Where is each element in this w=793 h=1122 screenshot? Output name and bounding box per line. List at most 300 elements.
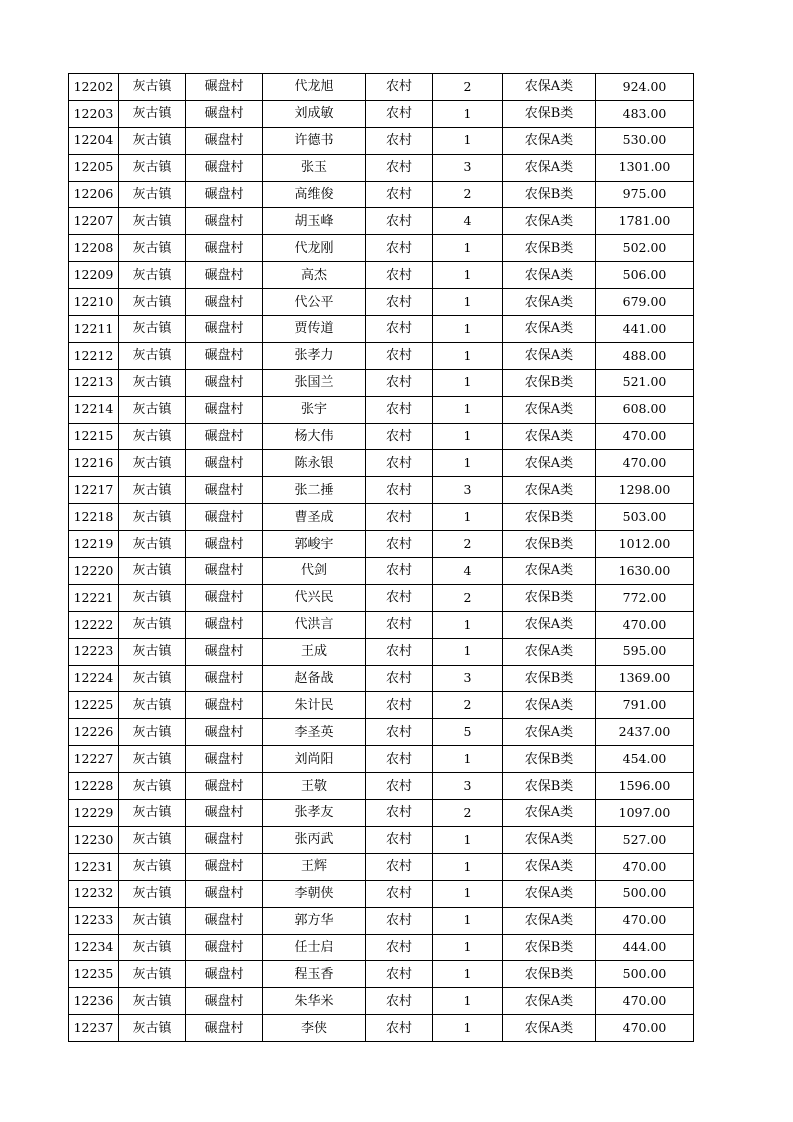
amount-cell: 1097.00 bbox=[596, 800, 694, 827]
record-id-cell: 12207 bbox=[69, 208, 119, 235]
table-row bbox=[69, 800, 694, 827]
insurance-category-cell: 农保B类 bbox=[503, 369, 596, 396]
amount-cell: 488.00 bbox=[596, 342, 694, 369]
town-cell: 灰古镇 bbox=[119, 934, 186, 961]
person-count-cell: 1 bbox=[433, 907, 503, 934]
village-cell: 碾盘村 bbox=[186, 235, 263, 262]
record-id-cell: 12212 bbox=[69, 342, 119, 369]
amount-cell: 470.00 bbox=[596, 988, 694, 1015]
amount-cell: 1301.00 bbox=[596, 154, 694, 181]
insurance-category-cell: 农保A类 bbox=[503, 477, 596, 504]
record-id-cell: 12213 bbox=[69, 369, 119, 396]
roster-table bbox=[68, 73, 694, 1042]
town-cell: 灰古镇 bbox=[119, 961, 186, 988]
record-id-cell: 12209 bbox=[69, 262, 119, 289]
person-count-cell: 1 bbox=[433, 638, 503, 665]
household-type-cell: 农村 bbox=[366, 316, 433, 343]
table-row bbox=[69, 880, 694, 907]
record-id-cell: 12233 bbox=[69, 907, 119, 934]
household-type-cell: 农村 bbox=[366, 450, 433, 477]
name-cell: 朱计民 bbox=[263, 692, 366, 719]
name-cell: 刘成敏 bbox=[263, 100, 366, 127]
insurance-category-cell: 农保B类 bbox=[503, 531, 596, 558]
amount-cell: 502.00 bbox=[596, 235, 694, 262]
town-cell: 灰古镇 bbox=[119, 235, 186, 262]
record-id-cell: 12226 bbox=[69, 719, 119, 746]
village-cell: 碾盘村 bbox=[186, 934, 263, 961]
record-id-cell: 12204 bbox=[69, 127, 119, 154]
household-type-cell: 农村 bbox=[366, 826, 433, 853]
town-cell: 灰古镇 bbox=[119, 127, 186, 154]
name-cell: 代龙旭 bbox=[263, 74, 366, 101]
name-cell: 李圣英 bbox=[263, 719, 366, 746]
town-cell: 灰古镇 bbox=[119, 181, 186, 208]
name-cell: 张宇 bbox=[263, 396, 366, 423]
insurance-category-cell: 农保A类 bbox=[503, 423, 596, 450]
village-cell: 碾盘村 bbox=[186, 477, 263, 504]
table-row bbox=[69, 1015, 694, 1042]
person-count-cell: 1 bbox=[433, 1015, 503, 1042]
town-cell: 灰古镇 bbox=[119, 342, 186, 369]
town-cell: 灰古镇 bbox=[119, 450, 186, 477]
village-cell: 碾盘村 bbox=[186, 746, 263, 773]
village-cell: 碾盘村 bbox=[186, 342, 263, 369]
town-cell: 灰古镇 bbox=[119, 208, 186, 235]
person-count-cell: 1 bbox=[433, 235, 503, 262]
person-count-cell: 1 bbox=[433, 316, 503, 343]
table-row bbox=[69, 988, 694, 1015]
household-type-cell: 农村 bbox=[366, 235, 433, 262]
village-cell: 碾盘村 bbox=[186, 611, 263, 638]
record-id-cell: 12232 bbox=[69, 880, 119, 907]
person-count-cell: 1 bbox=[433, 450, 503, 477]
amount-cell: 470.00 bbox=[596, 853, 694, 880]
table-row bbox=[69, 746, 694, 773]
town-cell: 灰古镇 bbox=[119, 289, 186, 316]
town-cell: 灰古镇 bbox=[119, 477, 186, 504]
village-cell: 碾盘村 bbox=[186, 289, 263, 316]
household-type-cell: 农村 bbox=[366, 961, 433, 988]
table-row bbox=[69, 558, 694, 585]
insurance-category-cell: 农保B类 bbox=[503, 773, 596, 800]
village-cell: 碾盘村 bbox=[186, 504, 263, 531]
record-id-cell: 12206 bbox=[69, 181, 119, 208]
table-row bbox=[69, 773, 694, 800]
village-cell: 碾盘村 bbox=[186, 74, 263, 101]
record-id-cell: 12218 bbox=[69, 504, 119, 531]
household-type-cell: 农村 bbox=[366, 558, 433, 585]
town-cell: 灰古镇 bbox=[119, 826, 186, 853]
amount-cell: 470.00 bbox=[596, 611, 694, 638]
record-id-cell: 12203 bbox=[69, 100, 119, 127]
town-cell: 灰古镇 bbox=[119, 611, 186, 638]
household-type-cell: 农村 bbox=[366, 154, 433, 181]
table-row bbox=[69, 396, 694, 423]
person-count-cell: 2 bbox=[433, 181, 503, 208]
insurance-category-cell: 农保A类 bbox=[503, 719, 596, 746]
person-count-cell: 2 bbox=[433, 692, 503, 719]
record-id-cell: 12220 bbox=[69, 558, 119, 585]
town-cell: 灰古镇 bbox=[119, 638, 186, 665]
household-type-cell: 农村 bbox=[366, 74, 433, 101]
record-id-cell: 12219 bbox=[69, 531, 119, 558]
amount-cell: 975.00 bbox=[596, 181, 694, 208]
amount-cell: 470.00 bbox=[596, 423, 694, 450]
table-row bbox=[69, 826, 694, 853]
name-cell: 张国兰 bbox=[263, 369, 366, 396]
record-id-cell: 12231 bbox=[69, 853, 119, 880]
amount-cell: 1012.00 bbox=[596, 531, 694, 558]
village-cell: 碾盘村 bbox=[186, 531, 263, 558]
household-type-cell: 农村 bbox=[366, 100, 433, 127]
town-cell: 灰古镇 bbox=[119, 773, 186, 800]
name-cell: 李侠 bbox=[263, 1015, 366, 1042]
town-cell: 灰古镇 bbox=[119, 880, 186, 907]
village-cell: 碾盘村 bbox=[186, 853, 263, 880]
name-cell: 代龙刚 bbox=[263, 235, 366, 262]
village-cell: 碾盘村 bbox=[186, 100, 263, 127]
insurance-category-cell: 农保A类 bbox=[503, 1015, 596, 1042]
town-cell: 灰古镇 bbox=[119, 988, 186, 1015]
person-count-cell: 1 bbox=[433, 853, 503, 880]
name-cell: 刘尚阳 bbox=[263, 746, 366, 773]
household-type-cell: 农村 bbox=[366, 1015, 433, 1042]
insurance-category-cell: 农保B类 bbox=[503, 584, 596, 611]
person-count-cell: 1 bbox=[433, 880, 503, 907]
household-type-cell: 农村 bbox=[366, 369, 433, 396]
table-row bbox=[69, 74, 694, 101]
person-count-cell: 5 bbox=[433, 719, 503, 746]
household-type-cell: 农村 bbox=[366, 504, 433, 531]
record-id-cell: 12225 bbox=[69, 692, 119, 719]
insurance-category-cell: 农保A类 bbox=[503, 692, 596, 719]
name-cell: 王辉 bbox=[263, 853, 366, 880]
person-count-cell: 4 bbox=[433, 208, 503, 235]
village-cell: 碾盘村 bbox=[186, 988, 263, 1015]
household-type-cell: 农村 bbox=[366, 773, 433, 800]
table-row bbox=[69, 719, 694, 746]
name-cell: 高杰 bbox=[263, 262, 366, 289]
village-cell: 碾盘村 bbox=[186, 423, 263, 450]
name-cell: 代公平 bbox=[263, 289, 366, 316]
household-type-cell: 农村 bbox=[366, 531, 433, 558]
amount-cell: 772.00 bbox=[596, 584, 694, 611]
record-id-cell: 12230 bbox=[69, 826, 119, 853]
amount-cell: 791.00 bbox=[596, 692, 694, 719]
table-row bbox=[69, 611, 694, 638]
amount-cell: 470.00 bbox=[596, 450, 694, 477]
table-row bbox=[69, 531, 694, 558]
village-cell: 碾盘村 bbox=[186, 773, 263, 800]
amount-cell: 521.00 bbox=[596, 369, 694, 396]
table-row bbox=[69, 316, 694, 343]
household-type-cell: 农村 bbox=[366, 423, 433, 450]
village-cell: 碾盘村 bbox=[186, 692, 263, 719]
household-type-cell: 农村 bbox=[366, 208, 433, 235]
village-cell: 碾盘村 bbox=[186, 1015, 263, 1042]
household-type-cell: 农村 bbox=[366, 853, 433, 880]
household-type-cell: 农村 bbox=[366, 342, 433, 369]
name-cell: 任士启 bbox=[263, 934, 366, 961]
name-cell: 代洪言 bbox=[263, 611, 366, 638]
town-cell: 灰古镇 bbox=[119, 369, 186, 396]
household-type-cell: 农村 bbox=[366, 477, 433, 504]
town-cell: 灰古镇 bbox=[119, 531, 186, 558]
person-count-cell: 1 bbox=[433, 423, 503, 450]
name-cell: 张丙武 bbox=[263, 826, 366, 853]
table-row bbox=[69, 504, 694, 531]
village-cell: 碾盘村 bbox=[186, 826, 263, 853]
village-cell: 碾盘村 bbox=[186, 396, 263, 423]
record-id-cell: 12210 bbox=[69, 289, 119, 316]
household-type-cell: 农村 bbox=[366, 800, 433, 827]
household-type-cell: 农村 bbox=[366, 692, 433, 719]
insurance-category-cell: 农保B类 bbox=[503, 181, 596, 208]
person-count-cell: 3 bbox=[433, 477, 503, 504]
name-cell: 许德书 bbox=[263, 127, 366, 154]
insurance-category-cell: 农保A类 bbox=[503, 638, 596, 665]
person-count-cell: 1 bbox=[433, 826, 503, 853]
table-row bbox=[69, 665, 694, 692]
amount-cell: 1298.00 bbox=[596, 477, 694, 504]
town-cell: 灰古镇 bbox=[119, 74, 186, 101]
table-row bbox=[69, 100, 694, 127]
village-cell: 碾盘村 bbox=[186, 181, 263, 208]
town-cell: 灰古镇 bbox=[119, 692, 186, 719]
person-count-cell: 2 bbox=[433, 531, 503, 558]
amount-cell: 470.00 bbox=[596, 1015, 694, 1042]
amount-cell: 1596.00 bbox=[596, 773, 694, 800]
village-cell: 碾盘村 bbox=[186, 154, 263, 181]
insurance-category-cell: 农保A类 bbox=[503, 396, 596, 423]
town-cell: 灰古镇 bbox=[119, 907, 186, 934]
town-cell: 灰古镇 bbox=[119, 423, 186, 450]
person-count-cell: 1 bbox=[433, 127, 503, 154]
person-count-cell: 1 bbox=[433, 262, 503, 289]
person-count-cell: 1 bbox=[433, 342, 503, 369]
insurance-category-cell: 农保B类 bbox=[503, 934, 596, 961]
table-row bbox=[69, 423, 694, 450]
amount-cell: 530.00 bbox=[596, 127, 694, 154]
household-type-cell: 农村 bbox=[366, 746, 433, 773]
household-type-cell: 农村 bbox=[366, 396, 433, 423]
town-cell: 灰古镇 bbox=[119, 100, 186, 127]
insurance-category-cell: 农保B类 bbox=[503, 504, 596, 531]
insurance-category-cell: 农保A类 bbox=[503, 74, 596, 101]
town-cell: 灰古镇 bbox=[119, 719, 186, 746]
table-row bbox=[69, 208, 694, 235]
name-cell: 陈永银 bbox=[263, 450, 366, 477]
village-cell: 碾盘村 bbox=[186, 907, 263, 934]
village-cell: 碾盘村 bbox=[186, 208, 263, 235]
amount-cell: 500.00 bbox=[596, 961, 694, 988]
amount-cell: 608.00 bbox=[596, 396, 694, 423]
record-id-cell: 12237 bbox=[69, 1015, 119, 1042]
amount-cell: 2437.00 bbox=[596, 719, 694, 746]
name-cell: 张孝友 bbox=[263, 800, 366, 827]
person-count-cell: 1 bbox=[433, 100, 503, 127]
village-cell: 碾盘村 bbox=[186, 800, 263, 827]
household-type-cell: 农村 bbox=[366, 719, 433, 746]
insurance-category-cell: 农保B类 bbox=[503, 100, 596, 127]
record-id-cell: 12216 bbox=[69, 450, 119, 477]
table-row bbox=[69, 181, 694, 208]
insurance-category-cell: 农保B类 bbox=[503, 746, 596, 773]
village-cell: 碾盘村 bbox=[186, 369, 263, 396]
record-id-cell: 12221 bbox=[69, 584, 119, 611]
name-cell: 杨大伟 bbox=[263, 423, 366, 450]
village-cell: 碾盘村 bbox=[186, 638, 263, 665]
amount-cell: 506.00 bbox=[596, 262, 694, 289]
name-cell: 胡玉峰 bbox=[263, 208, 366, 235]
person-count-cell: 1 bbox=[433, 988, 503, 1015]
town-cell: 灰古镇 bbox=[119, 665, 186, 692]
insurance-category-cell: 农保B类 bbox=[503, 235, 596, 262]
town-cell: 灰古镇 bbox=[119, 1015, 186, 1042]
insurance-category-cell: 农保A类 bbox=[503, 127, 596, 154]
amount-cell: 444.00 bbox=[596, 934, 694, 961]
town-cell: 灰古镇 bbox=[119, 316, 186, 343]
table-row bbox=[69, 342, 694, 369]
household-type-cell: 农村 bbox=[366, 289, 433, 316]
record-id-cell: 12229 bbox=[69, 800, 119, 827]
table-row bbox=[69, 853, 694, 880]
table-row bbox=[69, 584, 694, 611]
insurance-category-cell: 农保A类 bbox=[503, 316, 596, 343]
village-cell: 碾盘村 bbox=[186, 316, 263, 343]
name-cell: 贾传道 bbox=[263, 316, 366, 343]
insurance-category-cell: 农保B类 bbox=[503, 961, 596, 988]
insurance-category-cell: 农保A类 bbox=[503, 907, 596, 934]
village-cell: 碾盘村 bbox=[186, 262, 263, 289]
person-count-cell: 2 bbox=[433, 800, 503, 827]
town-cell: 灰古镇 bbox=[119, 262, 186, 289]
name-cell: 王成 bbox=[263, 638, 366, 665]
table-row bbox=[69, 907, 694, 934]
table-row bbox=[69, 262, 694, 289]
amount-cell: 454.00 bbox=[596, 746, 694, 773]
household-type-cell: 农村 bbox=[366, 127, 433, 154]
insurance-category-cell: 农保A类 bbox=[503, 826, 596, 853]
name-cell: 高维俊 bbox=[263, 181, 366, 208]
village-cell: 碾盘村 bbox=[186, 450, 263, 477]
amount-cell: 1369.00 bbox=[596, 665, 694, 692]
record-id-cell: 12227 bbox=[69, 746, 119, 773]
table-row bbox=[69, 934, 694, 961]
amount-cell: 527.00 bbox=[596, 826, 694, 853]
record-id-cell: 12215 bbox=[69, 423, 119, 450]
person-count-cell: 4 bbox=[433, 558, 503, 585]
village-cell: 碾盘村 bbox=[186, 665, 263, 692]
person-count-cell: 2 bbox=[433, 584, 503, 611]
amount-cell: 924.00 bbox=[596, 74, 694, 101]
record-id-cell: 12222 bbox=[69, 611, 119, 638]
household-type-cell: 农村 bbox=[366, 584, 433, 611]
village-cell: 碾盘村 bbox=[186, 558, 263, 585]
amount-cell: 483.00 bbox=[596, 100, 694, 127]
name-cell: 李朝侠 bbox=[263, 880, 366, 907]
table-row bbox=[69, 235, 694, 262]
name-cell: 张孝力 bbox=[263, 342, 366, 369]
record-id-cell: 12228 bbox=[69, 773, 119, 800]
table-row bbox=[69, 692, 694, 719]
insurance-category-cell: 农保B类 bbox=[503, 665, 596, 692]
insurance-category-cell: 农保A类 bbox=[503, 558, 596, 585]
town-cell: 灰古镇 bbox=[119, 504, 186, 531]
name-cell: 张二捶 bbox=[263, 477, 366, 504]
name-cell: 代兴民 bbox=[263, 584, 366, 611]
table-row bbox=[69, 127, 694, 154]
insurance-category-cell: 农保A类 bbox=[503, 450, 596, 477]
insurance-category-cell: 农保A类 bbox=[503, 262, 596, 289]
record-id-cell: 12224 bbox=[69, 665, 119, 692]
insurance-category-cell: 农保A类 bbox=[503, 880, 596, 907]
person-count-cell: 3 bbox=[433, 773, 503, 800]
town-cell: 灰古镇 bbox=[119, 558, 186, 585]
table-row bbox=[69, 154, 694, 181]
household-type-cell: 农村 bbox=[366, 262, 433, 289]
village-cell: 碾盘村 bbox=[186, 719, 263, 746]
amount-cell: 470.00 bbox=[596, 907, 694, 934]
record-id-cell: 12205 bbox=[69, 154, 119, 181]
town-cell: 灰古镇 bbox=[119, 800, 186, 827]
person-count-cell: 1 bbox=[433, 289, 503, 316]
record-id-cell: 12208 bbox=[69, 235, 119, 262]
record-id-cell: 12235 bbox=[69, 961, 119, 988]
insurance-category-cell: 农保A类 bbox=[503, 611, 596, 638]
name-cell: 王敬 bbox=[263, 773, 366, 800]
household-type-cell: 农村 bbox=[366, 611, 433, 638]
household-type-cell: 农村 bbox=[366, 907, 433, 934]
record-id-cell: 12202 bbox=[69, 74, 119, 101]
village-cell: 碾盘村 bbox=[186, 880, 263, 907]
name-cell: 郭峻宇 bbox=[263, 531, 366, 558]
name-cell: 程玉香 bbox=[263, 961, 366, 988]
name-cell: 张玉 bbox=[263, 154, 366, 181]
town-cell: 灰古镇 bbox=[119, 584, 186, 611]
name-cell: 郭方华 bbox=[263, 907, 366, 934]
table-row bbox=[69, 289, 694, 316]
insurance-category-cell: 农保A类 bbox=[503, 289, 596, 316]
name-cell: 朱华米 bbox=[263, 988, 366, 1015]
person-count-cell: 1 bbox=[433, 611, 503, 638]
village-cell: 碾盘村 bbox=[186, 961, 263, 988]
household-type-cell: 农村 bbox=[366, 638, 433, 665]
insurance-category-cell: 农保A类 bbox=[503, 988, 596, 1015]
table-row bbox=[69, 638, 694, 665]
table-row bbox=[69, 450, 694, 477]
insurance-category-cell: 农保A类 bbox=[503, 853, 596, 880]
person-count-cell: 1 bbox=[433, 934, 503, 961]
record-id-cell: 12223 bbox=[69, 638, 119, 665]
household-type-cell: 农村 bbox=[366, 665, 433, 692]
town-cell: 灰古镇 bbox=[119, 746, 186, 773]
village-cell: 碾盘村 bbox=[186, 584, 263, 611]
person-count-cell: 3 bbox=[433, 665, 503, 692]
person-count-cell: 1 bbox=[433, 746, 503, 773]
table-row bbox=[69, 961, 694, 988]
insurance-category-cell: 农保A类 bbox=[503, 208, 596, 235]
roster-body bbox=[69, 74, 694, 1042]
amount-cell: 1781.00 bbox=[596, 208, 694, 235]
household-type-cell: 农村 bbox=[366, 988, 433, 1015]
town-cell: 灰古镇 bbox=[119, 396, 186, 423]
record-id-cell: 12217 bbox=[69, 477, 119, 504]
table-row bbox=[69, 477, 694, 504]
town-cell: 灰古镇 bbox=[119, 154, 186, 181]
person-count-cell: 2 bbox=[433, 74, 503, 101]
name-cell: 曹圣成 bbox=[263, 504, 366, 531]
